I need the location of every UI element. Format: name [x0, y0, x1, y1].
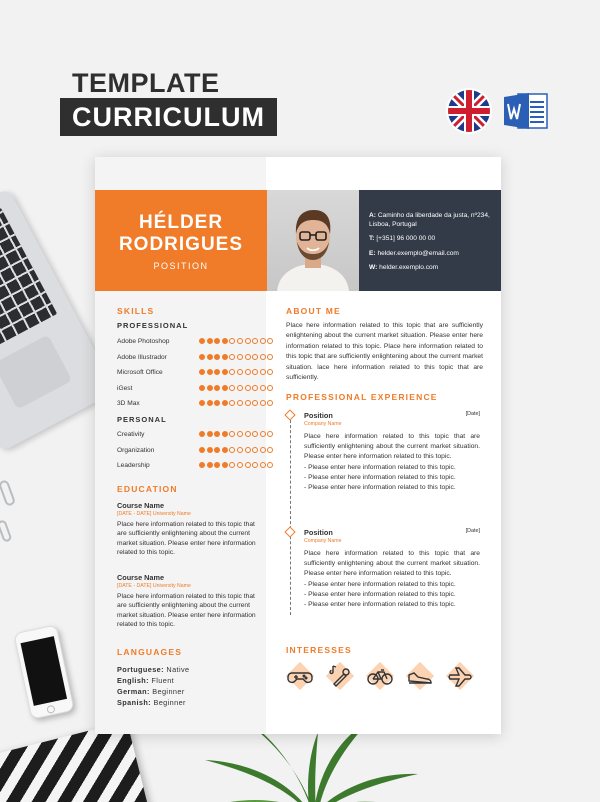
name-last: RODRIGUES — [118, 234, 244, 255]
filled-dot-icon — [207, 354, 213, 360]
filled-dot-icon — [214, 369, 220, 375]
education-item — [117, 573, 257, 630]
skill-level-dots — [199, 354, 273, 360]
skill-level-dots — [199, 369, 273, 375]
languages-title: LANGUAGES — [117, 647, 183, 657]
filled-dot-icon — [214, 354, 220, 360]
filled-dot-icon — [222, 431, 228, 437]
language-item: Spanish: Beginner — [117, 698, 186, 707]
empty-dot-icon — [229, 338, 235, 344]
filled-dot-icon — [199, 369, 205, 375]
skill-level-dots — [199, 400, 273, 406]
filled-dot-icon — [222, 354, 228, 360]
education-title: EDUCATION — [117, 484, 178, 494]
job-bullet: - Please enter here information related to this topic. — [304, 600, 480, 610]
empty-dot-icon — [237, 385, 243, 391]
education-text: Place here information related to this topic that are sufficiently enlightening about the current market situation. Please enter here information related to this topic. — [117, 521, 256, 557]
curriculum-heading: CURRICULUM — [60, 98, 277, 136]
empty-dot-icon — [267, 400, 273, 406]
company-name: Company Name — [304, 538, 342, 544]
bicycle-icon — [366, 662, 394, 690]
airplane-icon — [446, 662, 474, 690]
job-position: Position — [304, 528, 333, 537]
cv-name — [95, 212, 267, 256]
filled-dot-icon — [199, 400, 205, 406]
paperclip-prop — [0, 479, 16, 507]
empty-dot-icon — [267, 447, 273, 453]
experience-item — [304, 528, 480, 610]
empty-dot-icon — [252, 400, 258, 406]
empty-dot-icon — [229, 369, 235, 375]
contact-phone: T: [+351] 96 000 00 00 — [369, 235, 436, 242]
empty-dot-icon — [245, 462, 251, 468]
job-bullets — [304, 463, 480, 494]
empty-dot-icon — [267, 338, 273, 344]
skill-level-dots — [199, 462, 273, 468]
job-date: [Date] — [465, 411, 480, 417]
empty-dot-icon — [252, 354, 258, 360]
empty-dot-icon — [267, 431, 273, 437]
empty-dot-icon — [252, 462, 258, 468]
empty-dot-icon — [237, 354, 243, 360]
empty-dot-icon — [245, 447, 251, 453]
job-text: Place here information related to this topic that are sufficiently enlightening about the current market situation. Please enter here information related to this topic. — [304, 550, 480, 578]
filled-dot-icon — [199, 447, 205, 453]
filled-dot-icon — [214, 431, 220, 437]
skill-name: Creativity — [117, 431, 145, 438]
education-item — [117, 501, 257, 558]
skill-level-dots — [199, 338, 273, 344]
filled-dot-icon — [199, 338, 205, 344]
empty-dot-icon — [229, 385, 235, 391]
gamepad-icon — [286, 662, 314, 690]
paperclip-prop — [0, 519, 12, 543]
empty-dot-icon — [260, 447, 266, 453]
filled-dot-icon — [222, 400, 228, 406]
about-text: Place here information related to this topic that are sufficiently enlightening about the current market situation. Please enter here information related to this topic. Place here information related to this topic that are sufficiently enlightening about the current market situation. lace here information related to this topic that are sufficiently. — [286, 322, 483, 382]
skills-title: SKILLS — [117, 306, 155, 316]
job-bullet: - Please enter here information related to this topic. — [304, 483, 480, 493]
personal-skills-title: PERSONAL — [117, 415, 167, 424]
timeline-diamond-icon — [284, 526, 295, 537]
empty-dot-icon — [260, 385, 266, 391]
skill-row — [117, 353, 262, 363]
filled-dot-icon — [199, 431, 205, 437]
filled-dot-icon — [214, 462, 220, 468]
skill-row — [117, 446, 262, 456]
empty-dot-icon — [252, 447, 258, 453]
experience-item — [304, 411, 480, 493]
skill-level-dots — [199, 385, 273, 391]
filled-dot-icon — [222, 385, 228, 391]
filled-dot-icon — [214, 400, 220, 406]
empty-dot-icon — [260, 369, 266, 375]
filled-dot-icon — [207, 462, 213, 468]
skill-level-dots — [199, 431, 273, 437]
empty-dot-icon — [252, 385, 258, 391]
empty-dot-icon — [267, 385, 273, 391]
filled-dot-icon — [199, 462, 205, 468]
empty-dot-icon — [252, 431, 258, 437]
uk-flag-icon[interactable] — [446, 88, 492, 134]
smartphone-prop — [13, 624, 74, 719]
language-item: English: Fluent — [117, 676, 175, 685]
music-icon — [326, 662, 354, 690]
filled-dot-icon — [207, 369, 213, 375]
skill-row — [117, 461, 262, 471]
filled-dot-icon — [207, 338, 213, 344]
empty-dot-icon — [237, 447, 243, 453]
empty-dot-icon — [252, 369, 258, 375]
empty-dot-icon — [229, 462, 235, 468]
language-item: German: Beginner — [117, 687, 185, 696]
cv-document — [95, 157, 501, 734]
empty-dot-icon — [237, 462, 243, 468]
company-name: Company Name — [304, 421, 342, 427]
job-bullet: - Please enter here information related to this topic. — [304, 473, 480, 483]
empty-dot-icon — [229, 431, 235, 437]
empty-dot-icon — [229, 447, 235, 453]
skill-name: Organization — [117, 446, 155, 454]
empty-dot-icon — [245, 369, 251, 375]
job-bullet: - Please enter here information related to this topic. — [304, 580, 480, 590]
about-title: ABOUT ME — [286, 306, 341, 316]
filled-dot-icon — [222, 369, 228, 375]
experience-timeline — [290, 415, 291, 615]
filled-dot-icon — [214, 447, 220, 453]
filled-dot-icon — [207, 400, 213, 406]
empty-dot-icon — [245, 431, 251, 437]
course-name: Course Name — [117, 573, 165, 582]
skill-row — [117, 337, 262, 347]
professional-skills-title: PROFESSIONAL — [117, 321, 189, 330]
contact-address: A: Caminho da liberdade da justa, nº234, Lisboa, Portugal — [369, 212, 490, 228]
skill-name: iGest — [117, 384, 133, 392]
skill-name: Adobe Photoshop — [117, 338, 170, 345]
skill-row — [117, 399, 262, 409]
empty-dot-icon — [237, 400, 243, 406]
university-name: [DATE - DATE] University Name — [117, 583, 191, 589]
experience-title: PROFESSIONAL EXPERIENCE — [286, 392, 438, 402]
filled-dot-icon — [214, 385, 220, 391]
empty-dot-icon — [245, 338, 251, 344]
sneaker-icon — [406, 662, 434, 690]
empty-dot-icon — [237, 338, 243, 344]
skill-row — [117, 430, 262, 440]
empty-dot-icon — [267, 369, 273, 375]
empty-dot-icon — [245, 354, 251, 360]
timeline-diamond-icon — [284, 409, 295, 420]
empty-dot-icon — [267, 354, 273, 360]
filled-dot-icon — [199, 385, 205, 391]
language-item: Portuguese: Native — [117, 665, 190, 674]
empty-dot-icon — [237, 431, 243, 437]
skill-row — [117, 368, 262, 378]
empty-dot-icon — [260, 338, 266, 344]
ms-word-icon[interactable] — [504, 92, 548, 130]
job-bullet: - Please enter here information related to this topic. — [304, 590, 480, 600]
empty-dot-icon — [245, 385, 251, 391]
filled-dot-icon — [199, 354, 205, 360]
filled-dot-icon — [207, 431, 213, 437]
empty-dot-icon — [229, 400, 235, 406]
empty-dot-icon — [237, 369, 243, 375]
empty-dot-icon — [260, 354, 266, 360]
empty-dot-icon — [267, 462, 273, 468]
filled-dot-icon — [207, 385, 213, 391]
job-position: Position — [304, 411, 333, 420]
skill-name: Leadership — [117, 462, 150, 469]
empty-dot-icon — [260, 400, 266, 406]
contact-website: W: helder.exemplo.com — [369, 264, 439, 271]
contact-panel — [359, 190, 501, 291]
filled-dot-icon — [222, 447, 228, 453]
template-heading: TEMPLATE — [72, 68, 220, 98]
position-label: POSITION — [153, 261, 209, 271]
empty-dot-icon — [260, 462, 266, 468]
interests-title: INTERESSES — [286, 645, 352, 655]
name-first: HÉLDER — [138, 212, 224, 233]
course-name: Course Name — [117, 501, 165, 510]
university-name: [DATE - DATE] University Name — [117, 511, 191, 517]
skill-name: Adobe Illustrador — [117, 353, 167, 361]
empty-dot-icon — [229, 354, 235, 360]
profile-photo — [267, 190, 359, 291]
filled-dot-icon — [222, 462, 228, 468]
job-bullet: - Please enter here information related to this topic. — [304, 463, 480, 473]
skill-level-dots — [199, 447, 273, 453]
filled-dot-icon — [214, 338, 220, 344]
job-text: Place here information related to this topic that are sufficiently enlightening about the current market situation. Please enter here information related to this topic. — [304, 433, 480, 461]
empty-dot-icon — [245, 400, 251, 406]
education-text: Place here information related to this topic that are sufficiently enlightening about the current market situation. Please enter here information related to this topic. — [117, 593, 256, 629]
job-bullets — [304, 580, 480, 611]
skill-name: 3D Max — [117, 400, 140, 407]
job-date: [Date] — [465, 528, 480, 534]
filled-dot-icon — [222, 338, 228, 344]
filled-dot-icon — [207, 447, 213, 453]
contact-email: E: helder.exemplo@email.com — [369, 249, 459, 257]
skill-name: Microsoft Office — [117, 369, 163, 376]
empty-dot-icon — [260, 431, 266, 437]
skill-row — [117, 384, 262, 394]
empty-dot-icon — [252, 338, 258, 344]
